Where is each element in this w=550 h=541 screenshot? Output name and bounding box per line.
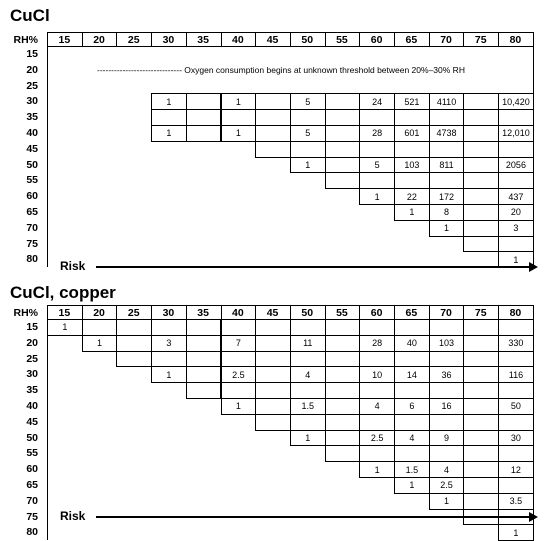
table-cell [325, 398, 361, 415]
table-cell [394, 172, 430, 189]
table-cell [186, 335, 222, 352]
column-header: 40 [232, 34, 244, 46]
table-cell [463, 335, 499, 352]
row-header: 60 [26, 463, 38, 476]
table-cell [290, 351, 326, 368]
column-header: 15 [58, 34, 71, 46]
table-cell [429, 382, 465, 399]
row-header: 65 [26, 206, 38, 218]
table-cell [359, 445, 395, 462]
row-header: 45 [26, 142, 38, 155]
table-cell [359, 172, 395, 189]
table-cell [325, 430, 361, 447]
table-cell: 5 [359, 157, 395, 174]
table-cell [116, 335, 152, 352]
risk-label: Risk [60, 259, 86, 273]
header-divider [463, 305, 464, 319]
table-cell [255, 109, 291, 126]
table-cell [463, 188, 499, 205]
table-cell: 5 [290, 93, 326, 110]
table-cell [463, 398, 499, 415]
table-cell [463, 157, 499, 174]
table-cell [498, 172, 534, 189]
row-header: 80 [26, 526, 38, 539]
table-cell: 40 [394, 335, 430, 352]
header-divider [359, 305, 360, 319]
table-cell: 4 [394, 430, 430, 447]
table-cell [255, 125, 291, 142]
table-cell [498, 414, 534, 431]
table-cell [325, 172, 361, 189]
table-cell [255, 335, 291, 352]
table-cell [463, 141, 499, 158]
column-header: 75 [474, 307, 487, 319]
table-cell [394, 109, 430, 126]
table-cell [429, 172, 465, 189]
header-divider [116, 305, 117, 319]
table-cell: 2.5 [221, 366, 257, 383]
header-divider [221, 32, 222, 46]
column-header: 55 [336, 307, 348, 319]
table-cell: 4110 [429, 93, 465, 110]
table-cell [394, 445, 430, 462]
row-header: 50 [26, 158, 38, 171]
threshold-note: ------------------------------ Oxygen consumption begins at unknown threshold between 20%–30% RH [97, 64, 465, 75]
table-cell: 7 [221, 335, 257, 352]
table-cell: 2.5 [359, 430, 395, 447]
table-cell [498, 351, 534, 368]
table-cell [151, 351, 187, 368]
table-cell: 24 [359, 93, 395, 110]
row-header: 25 [26, 79, 38, 92]
table-cell [463, 109, 499, 126]
column-header: 75 [474, 34, 487, 46]
table-cell [255, 319, 291, 336]
grid-left-border [47, 46, 48, 267]
column-header: 25 [127, 307, 140, 319]
row-header: 60 [26, 190, 38, 203]
row-header: 15 [26, 321, 38, 333]
table-cell: 10 [359, 366, 395, 383]
column-header: 50 [301, 307, 314, 319]
table-cell: 4738 [429, 125, 465, 142]
header-divider [47, 32, 48, 46]
column-header-label: RH% [13, 34, 38, 46]
column-header: 50 [301, 34, 314, 46]
row-header: 75 [26, 237, 38, 250]
table-cell: 1 [429, 220, 465, 237]
header-divider [325, 305, 326, 319]
header-divider [463, 32, 464, 46]
header-divider [116, 32, 117, 46]
table-cell: 1 [394, 477, 430, 494]
column-header: 20 [93, 34, 105, 46]
column-header: 70 [440, 307, 452, 319]
header-divider [290, 305, 291, 319]
column-header: 60 [370, 34, 383, 46]
table-cell [463, 93, 499, 110]
table-cell: 1 [359, 461, 395, 478]
row-header: 40 [26, 127, 38, 139]
table-cell [325, 141, 361, 158]
table-cell: 1 [82, 335, 118, 352]
table-cell: 12,010 [498, 125, 534, 142]
column-header: 65 [405, 34, 418, 46]
row-header: 50 [26, 431, 38, 444]
table-cell [82, 319, 118, 336]
table-cell: 4 [359, 398, 395, 415]
header-divider [533, 305, 534, 319]
table-cell [463, 125, 499, 142]
header-divider [498, 32, 499, 46]
table-cell [463, 477, 499, 494]
header-divider [498, 305, 499, 319]
table-cell: 1 [394, 204, 430, 221]
table-cell [221, 382, 257, 399]
table-cell [255, 366, 291, 383]
table-cell: 1 [498, 251, 534, 268]
table-cell: 601 [394, 125, 430, 142]
table-cell [359, 351, 395, 368]
table-cell [429, 445, 465, 462]
table-cell: 3.5 [498, 493, 534, 510]
table-cell: 30 [498, 430, 534, 447]
header-divider [255, 305, 256, 319]
row-header: 20 [26, 63, 38, 76]
grid-top-border [47, 46, 533, 47]
table-cell [325, 414, 361, 431]
table-cell [463, 172, 499, 189]
table-cell [325, 445, 361, 462]
header-divider [47, 305, 48, 319]
table-cucl-copper [0, 280, 550, 539]
table-cell [463, 319, 499, 336]
table-cell: 437 [498, 188, 534, 205]
table-cell: 10,420 [498, 93, 534, 110]
table-cell: 103 [394, 157, 430, 174]
table-cell: 20 [498, 204, 534, 221]
table-cell: 36 [429, 366, 465, 383]
column-header-label: RH% [13, 307, 38, 319]
table-cell [394, 414, 430, 431]
table-cell [255, 351, 291, 368]
table-cell: 1 [290, 430, 326, 447]
table-cell [221, 109, 257, 126]
column-header: 30 [162, 307, 175, 319]
table-cell: 6 [394, 398, 430, 415]
column-header: 20 [93, 307, 105, 319]
table-cell [429, 141, 465, 158]
table-cell: 1.5 [290, 398, 326, 415]
table-cell [463, 493, 499, 510]
table-cell: 330 [498, 335, 534, 352]
grid-left-border [47, 319, 48, 540]
table-cell [325, 366, 361, 383]
column-header: 35 [197, 307, 209, 319]
table-cell: 22 [394, 188, 430, 205]
table-cell: 11 [290, 335, 326, 352]
header-divider [151, 305, 152, 319]
table-cell: 16 [429, 398, 465, 415]
table-cell: 8 [429, 204, 465, 221]
table-cell: 1 [498, 524, 534, 541]
table-cell: 521 [394, 93, 430, 110]
table-cell [463, 204, 499, 221]
row-header: 65 [26, 479, 38, 491]
row-header: 35 [26, 384, 38, 397]
row-header: 15 [26, 48, 38, 60]
table-cell [498, 319, 534, 336]
table-cell [221, 351, 257, 368]
table-cell: 1 [359, 188, 395, 205]
table-cell [463, 366, 499, 383]
table-cell: 14 [394, 366, 430, 383]
row-header: 45 [26, 415, 38, 428]
table-cell [359, 414, 395, 431]
table-cell [463, 382, 499, 399]
header-divider [255, 32, 256, 46]
table-cell [394, 319, 430, 336]
column-header: 15 [58, 307, 71, 319]
header-divider [394, 32, 395, 46]
row-header: 55 [26, 447, 38, 460]
table-cell [290, 382, 326, 399]
column-header: 60 [370, 307, 383, 319]
table-cell [186, 366, 222, 383]
table-cell: 172 [429, 188, 465, 205]
row-header: 70 [26, 494, 38, 507]
table-cell: 811 [429, 157, 465, 174]
table-cell: 9 [429, 430, 465, 447]
table-cell [463, 414, 499, 431]
column-header: 80 [509, 307, 522, 319]
table-cell: 103 [429, 335, 465, 352]
table-cell [498, 382, 534, 399]
table-cell: 1 [151, 93, 187, 110]
table-cell [463, 351, 499, 368]
row-header: 55 [26, 174, 38, 187]
table-cell [359, 319, 395, 336]
header-rule [47, 32, 533, 33]
row-header: 30 [26, 368, 38, 381]
table-cell [325, 382, 361, 399]
table-cell [498, 445, 534, 462]
table-cell [359, 109, 395, 126]
table-cell [394, 141, 430, 158]
table-cell [498, 141, 534, 158]
table-cell: 1 [290, 157, 326, 174]
table-cell [325, 319, 361, 336]
table-cell: 2056 [498, 157, 534, 174]
row-header: 80 [26, 253, 38, 266]
table-cell [290, 414, 326, 431]
table-cell: 1 [47, 319, 83, 336]
table-title: CuCl [10, 6, 50, 25]
table-cell [429, 414, 465, 431]
table-cell [186, 109, 222, 126]
header-divider [394, 305, 395, 319]
table-cell [325, 335, 361, 352]
table-title: CuCl, copper [10, 283, 116, 302]
table-cell [290, 319, 326, 336]
table-cell [394, 351, 430, 368]
table-cell: 1 [221, 398, 257, 415]
table-cell [151, 319, 187, 336]
table-cell [255, 93, 291, 110]
table-cell [116, 351, 152, 368]
header-divider [325, 32, 326, 46]
header-divider [82, 32, 83, 46]
column-header: 55 [336, 34, 348, 46]
table-cell: 28 [359, 335, 395, 352]
table-cell [186, 93, 222, 110]
table-cell [325, 109, 361, 126]
table-cell: 50 [498, 398, 534, 415]
header-divider [82, 305, 83, 319]
column-header: 30 [162, 34, 175, 46]
table-cell [221, 319, 257, 336]
table-cell [255, 141, 291, 158]
table-cell [186, 319, 222, 336]
table-cell [463, 461, 499, 478]
table-cell [394, 382, 430, 399]
table-cell [151, 109, 187, 126]
risk-arrow [96, 516, 536, 518]
column-header: 25 [127, 34, 140, 46]
table-cell: 1 [151, 366, 187, 383]
row-header: 35 [26, 111, 38, 124]
header-divider [290, 32, 291, 46]
table-cell: 1 [429, 493, 465, 510]
table-cell: 4 [429, 461, 465, 478]
header-divider [186, 32, 187, 46]
header-divider [429, 305, 430, 319]
column-header: 65 [405, 307, 418, 319]
row-header: 40 [26, 400, 38, 412]
table-cell: 116 [498, 366, 534, 383]
row-header: 25 [26, 352, 38, 365]
table-cell [463, 445, 499, 462]
table-cell [186, 382, 222, 399]
header-divider [151, 32, 152, 46]
table-cell: 1 [221, 125, 257, 142]
column-header: 35 [197, 34, 209, 46]
column-header: 40 [232, 307, 244, 319]
risk-arrow [96, 266, 536, 268]
table-cell [325, 125, 361, 142]
table-cell [359, 141, 395, 158]
table-cell [429, 109, 465, 126]
table-cell [255, 414, 291, 431]
row-header: 30 [26, 95, 38, 108]
table-cell [255, 382, 291, 399]
table-cell: 4 [290, 366, 326, 383]
table-cell: 1 [221, 93, 257, 110]
table-cell [186, 351, 222, 368]
row-header: 75 [26, 510, 38, 523]
header-divider [533, 32, 534, 46]
risk-label: Risk [60, 509, 86, 523]
table-cell: 1 [151, 125, 187, 142]
table-cell [359, 382, 395, 399]
table-cell [463, 236, 499, 253]
table-cell: 5 [290, 125, 326, 142]
table-cell [463, 430, 499, 447]
table-cell [498, 236, 534, 253]
row-header: 70 [26, 221, 38, 234]
table-cell [186, 125, 222, 142]
table-cell [429, 319, 465, 336]
column-header: 80 [509, 34, 522, 46]
table-cell: 28 [359, 125, 395, 142]
table-cell: 3 [498, 220, 534, 237]
column-header: 45 [266, 307, 279, 319]
table-cell [429, 351, 465, 368]
table-cell [290, 141, 326, 158]
table-cell [325, 93, 361, 110]
header-divider [186, 305, 187, 319]
table-cell [116, 319, 152, 336]
header-rule [47, 305, 533, 306]
header-divider [359, 32, 360, 46]
table-cell: 3 [151, 335, 187, 352]
table-cell [325, 351, 361, 368]
table-cell [325, 157, 361, 174]
table-cell: 2.5 [429, 477, 465, 494]
table-cell [498, 477, 534, 494]
table-cell [255, 398, 291, 415]
header-divider [429, 32, 430, 46]
table-cell: 12 [498, 461, 534, 478]
table-cell [463, 220, 499, 237]
table-cell [498, 109, 534, 126]
column-header: 70 [440, 34, 452, 46]
table-cell [290, 109, 326, 126]
table-cell: 1.5 [394, 461, 430, 478]
row-header: 20 [26, 336, 38, 349]
column-header: 45 [266, 34, 279, 46]
header-divider [221, 305, 222, 319]
